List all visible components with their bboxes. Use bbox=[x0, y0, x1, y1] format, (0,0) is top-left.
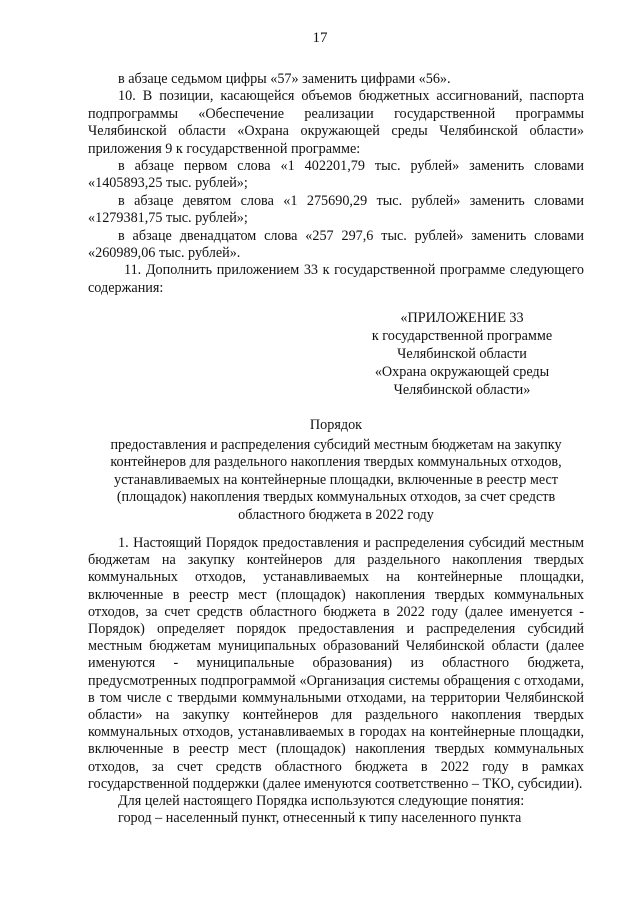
title-line: контейнеров для раздельного накопления твердых коммунальных отходов, bbox=[110, 454, 562, 471]
amendment-paragraph: в абзаце девятом слова «1 275690,29 тыс. рублей» заменить словами «1279381,75 тыс. рублей»; bbox=[88, 192, 584, 227]
appendix-line: «Охрана окружающей среды bbox=[374, 364, 550, 380]
amendment-paragraph: в абзаце первом слова «1 402201,79 тыс. рублей» заменить словами «1405893,25 тыс. рублей»; bbox=[88, 158, 584, 192]
amendment-paragraph: в абзаце двенадцатом слова «257 297,6 тыс. рублей» заменить словами «260989,06 тыс. рублей». bbox=[88, 227, 584, 262]
title-line: предоставления и распределения субсидий местным бюджетам на закупку bbox=[110, 436, 562, 453]
appendix-line: Челябинской области bbox=[397, 346, 527, 362]
section-paragraph: Для целей настоящего Порядка используются следующие понятия: bbox=[118, 793, 525, 810]
amendments-block bbox=[88, 71, 584, 297]
appendix-header bbox=[340, 309, 584, 399]
page-number: 17 bbox=[312, 30, 328, 46]
title-line: областного бюджета в 2022 году bbox=[238, 506, 434, 523]
title-heading: Порядок bbox=[309, 417, 363, 433]
appendix-line: Челябинской области» bbox=[393, 382, 531, 398]
amendment-paragraph: 11. Дополнить приложением 33 к государственной программе следующего содержания: bbox=[88, 262, 584, 296]
section-body bbox=[88, 535, 584, 827]
section-paragraph: 1. Настоящий Порядок предоставления и распределения субсидий местным бюджетам на закупку контейнеров для раздельного накопления твердых коммунальных отходов, устанавливаемых на контейнерные площадки, включенные в реестр мест (площадок) накопления твердых коммунальных отходов, за счет средств областного бюджета в 2022 году (далее именуется - Порядок) определяет порядок предоставления и распределения субсидий местным бюджетам муниципальных образований Челябинской области (далее именуются - муниципальные образования) из областного бюджета, предусмотренных подпрограммой «Организация системы обращения с отходами, в том числе с твердыми коммунальными отходами, на территории Челябинской области» на закупку контейнеров для раздельного накопления твердых коммунальных отходов, устанавливаемых в городах на контейнерные площадки, включенные в реестр мест (площадок) накопления твердых коммунальных отходов, за счет средств областного бюджета в 2022 году в рамках государственной поддержки (далее именуются соответственно – ТКО, субсидии). bbox=[88, 535, 584, 792]
document-title bbox=[88, 417, 584, 525]
title-line: (площадок) накопления твердых коммунальных отходов, за счет средств bbox=[116, 489, 556, 506]
appendix-line: «ПРИЛОЖЕНИЕ 33 bbox=[400, 310, 524, 326]
amendment-paragraph: 10. В позиции, касающейся объемов бюджетных ассигнований, паспорта подпрограммы «Обеспечение реализации государственной программы Челябинской области «Охрана окружающей среды Челябинской области» приложения 9 к государственной программе: bbox=[88, 88, 584, 157]
appendix-line: к государственной программе bbox=[371, 328, 553, 344]
amendment-paragraph: в абзаце седьмом цифры «57» заменить цифрами «56». bbox=[118, 71, 451, 87]
title-line: устанавливаемых на контейнерные площадки, включенные в реестр мест bbox=[114, 471, 558, 488]
section-paragraph: город – населенный пункт, отнесенный к типу населенного пункта bbox=[118, 810, 522, 827]
